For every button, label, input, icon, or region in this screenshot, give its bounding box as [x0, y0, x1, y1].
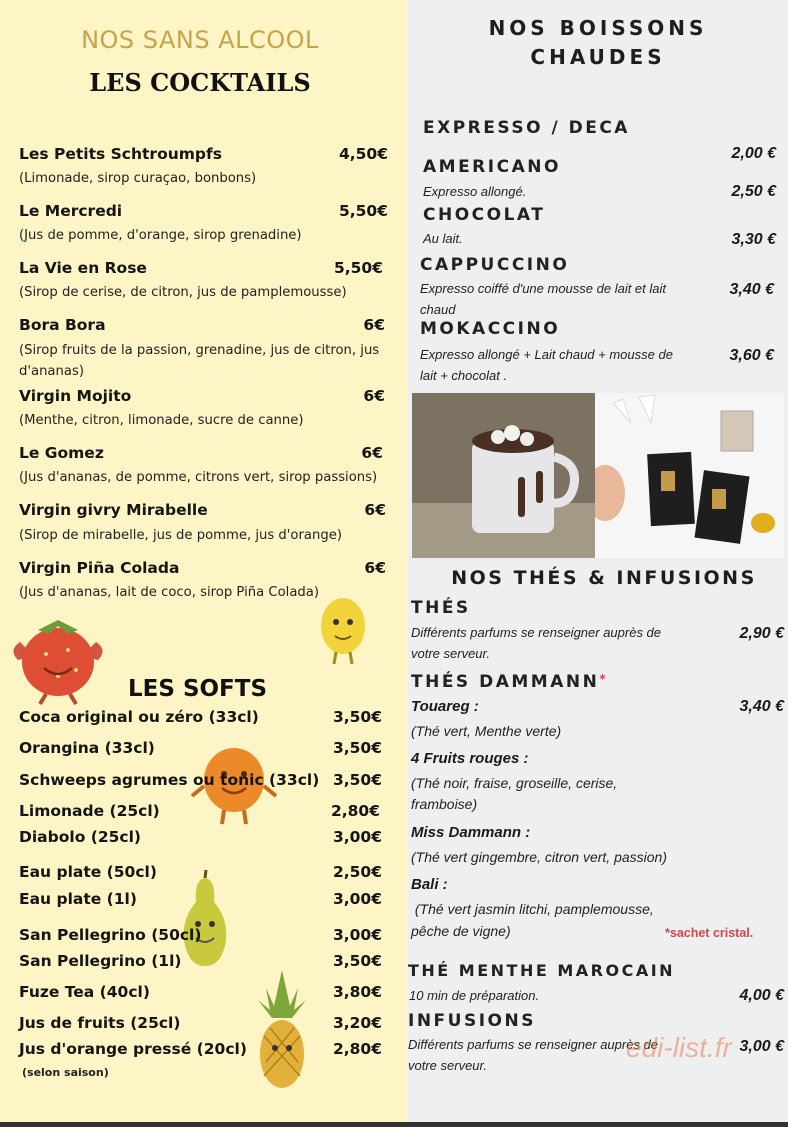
dammann-price: 3,40 € [739, 698, 784, 715]
soft-name: Jus d'orange pressé (20cl) [19, 1040, 247, 1058]
softs-title: LES SOFTS [128, 676, 268, 702]
right-panel [408, 0, 788, 1122]
soft-name: San Pellegrino (50cl) [19, 926, 202, 944]
thes-price: 2,90 € [739, 625, 784, 642]
dammann-item-desc: (Thé vert jasmin litchi, pamplemousse, [411, 901, 654, 917]
cocktails-title: LES COCKTAILS [89, 68, 311, 97]
bottom-border [0, 1122, 788, 1127]
strawberry-character-image [8, 610, 108, 706]
cocktail-price: 5,50€ [333, 259, 383, 277]
soft-price: 3,50€ [332, 708, 382, 726]
soft-name: Fuze Tea (40cl) [19, 983, 150, 1001]
soft-price: 3,80€ [332, 983, 382, 1001]
dammann-item-name: 4 Fruits rouges : [411, 750, 529, 767]
sans-alcool-title: NOS SANS ALCOOL [81, 26, 319, 54]
cocktail-name: Virgin givry Mirabelle [19, 501, 208, 519]
asterisk: * [599, 672, 606, 686]
cocktail-desc: (Jus d'ananas, de pomme, citrons vert, sirop passions) [19, 470, 378, 485]
hot-drinks-title-line1: NOS BOISSONS [488, 16, 708, 40]
dammann-label: THÉS DAMMANN [411, 672, 600, 692]
dammann-item-desc: (Thé vert gingembre, citron vert, passion) [411, 849, 667, 865]
cocktail-desc: (Sirop fruits de la passion, grenadine, jus de citron, jus [19, 343, 380, 358]
hot-drinks-title-line2: CHAUDES [530, 45, 666, 69]
hot-item-price: 2,50 € [731, 183, 776, 200]
hot-item-desc: chaud [420, 302, 456, 317]
dammann-item-name: Bali : [411, 876, 448, 893]
dammann-item-desc: framboise) [411, 796, 478, 812]
hot-item-name: CAPPUCCINO [420, 255, 570, 275]
hot-item-name: MOKACCINO [420, 319, 561, 339]
cocktail-price: 5,50€ [338, 202, 388, 220]
cocktail-name: Le Mercredi [19, 202, 123, 220]
soft-price: 3,20€ [332, 1014, 382, 1032]
menthe-price: 4,00 € [739, 987, 784, 1004]
dammann-item-name: Touareg : [411, 698, 479, 715]
pineapple-character-image [250, 966, 314, 1094]
soft-price: 3,50€ [332, 771, 382, 789]
infusions-desc: Différents parfums se renseigner auprès de [408, 1037, 659, 1052]
thes-desc: Différents parfums se renseigner auprès de [411, 625, 662, 640]
hot-chocolate-photo [412, 393, 595, 558]
soft-name: Diabolo (25cl) [19, 828, 141, 846]
hot-item-desc: Expresso coiffé d'une mousse de lait et lait [420, 281, 667, 296]
thes-desc: votre serveur. [411, 646, 490, 661]
infusions-name: INFUSIONS [408, 1011, 536, 1031]
cocktail-name: Virgin Piña Colada [19, 559, 180, 577]
soft-price: 3,00€ [332, 828, 382, 846]
cocktail-name: Virgin Mojito [19, 387, 132, 405]
hot-item-desc: lait + chocolat . [420, 368, 508, 383]
pear-character-image [176, 868, 234, 972]
cocktail-desc: (Limonade, sirop curaçao, bonbons) [19, 171, 257, 186]
menthe-desc: 10 min de préparation. [409, 988, 540, 1003]
soft-name: Eau plate (1l) [19, 890, 137, 908]
cocktail-price: 6€ [364, 501, 386, 519]
hot-item-price: 3,30 € [731, 231, 776, 248]
cocktail-desc: (Sirop de cerise, de citron, jus de pamplemousse) [19, 285, 347, 300]
soft-name: San Pellegrino (1l) [19, 952, 182, 970]
cocktail-desc: (Jus de pomme, d'orange, sirop grenadine) [19, 228, 302, 243]
hot-item-price: 2,00 € [731, 145, 776, 162]
dammann-name [411, 672, 606, 692]
soft-price: 3,00€ [332, 926, 382, 944]
cocktail-name: Les Petits Schtroumpfs [19, 145, 222, 163]
cocktail-price: 6€ [363, 316, 385, 334]
soft-price: 3,50€ [332, 952, 382, 970]
soft-name: Schweeps agrumes ou tonic (33cl) [19, 771, 320, 789]
hot-item-name: AMERICANO [423, 157, 561, 177]
hot-item-name: EXPRESSO / DECA [423, 118, 630, 138]
tea-packets-photo [595, 393, 784, 558]
cocktail-name: Bora Bora [19, 316, 106, 334]
infusions-desc: votre serveur. [408, 1058, 487, 1073]
cocktail-desc: (Jus d'ananas, lait de coco, sirop Piña Colada) [19, 585, 320, 600]
hot-item-desc: Expresso allongé + Lait chaud + mousse de [420, 347, 673, 362]
soft-name: Jus de fruits (25cl) [19, 1014, 181, 1032]
cocktail-price: 6€ [364, 559, 386, 577]
lemon-character-image [318, 594, 368, 668]
dammann-item-name: Miss Dammann : [411, 824, 531, 841]
watermark: edi-list.fr [626, 1032, 732, 1063]
soft-price: 2,80€ [330, 802, 380, 820]
teas-title: NOS THÉS & INFUSIONS [451, 567, 757, 589]
cocktail-price: 4,50€ [338, 145, 388, 163]
sachet-note: *sachet cristal. [665, 926, 754, 940]
soft-price: 2,80€ [332, 1040, 382, 1058]
hot-item-price: 3,60 € [729, 347, 774, 364]
cocktail-name: Le Gomez [19, 444, 104, 462]
cocktail-price: 6€ [361, 444, 383, 462]
cocktail-name: La Vie en Rose [19, 259, 147, 277]
menthe-name: THÉ MENTHE MAROCAIN [408, 961, 676, 980]
soft-name: Eau plate (50cl) [19, 863, 157, 881]
hot-item-desc: Expresso allongé. [423, 184, 527, 199]
dammann-item-desc: pêche de vigne) [411, 923, 511, 939]
cocktail-desc: (Sirop de mirabelle, jus de pomme, jus d'orange) [19, 528, 342, 543]
softs-note: (selon saison) [22, 1066, 109, 1079]
dammann-item-desc: (Thé noir, fraise, groseille, cerise, [411, 775, 618, 791]
soft-price: 3,50€ [332, 739, 382, 757]
soft-name: Orangina (33cl) [19, 739, 155, 757]
hot-item-name: CHOCOLAT [423, 205, 546, 225]
soft-name: Limonade (25cl) [19, 802, 160, 820]
hot-item-desc: Au lait. [423, 231, 463, 246]
hot-item-price: 3,40 € [729, 281, 774, 298]
cocktail-price: 6€ [363, 387, 385, 405]
soft-price: 2,50€ [332, 863, 382, 881]
infusions-price: 3,00 € [739, 1038, 784, 1055]
cocktail-desc: d'ananas) [19, 364, 84, 379]
soft-price: 3,00€ [332, 890, 382, 908]
cocktail-desc: (Menthe, citron, limonade, sucre de canne) [19, 413, 304, 428]
thes-name: THÉS [411, 598, 471, 618]
soft-name: Coca original ou zéro (33cl) [19, 708, 259, 726]
dammann-item-desc: (Thé vert, Menthe verte) [411, 723, 562, 739]
